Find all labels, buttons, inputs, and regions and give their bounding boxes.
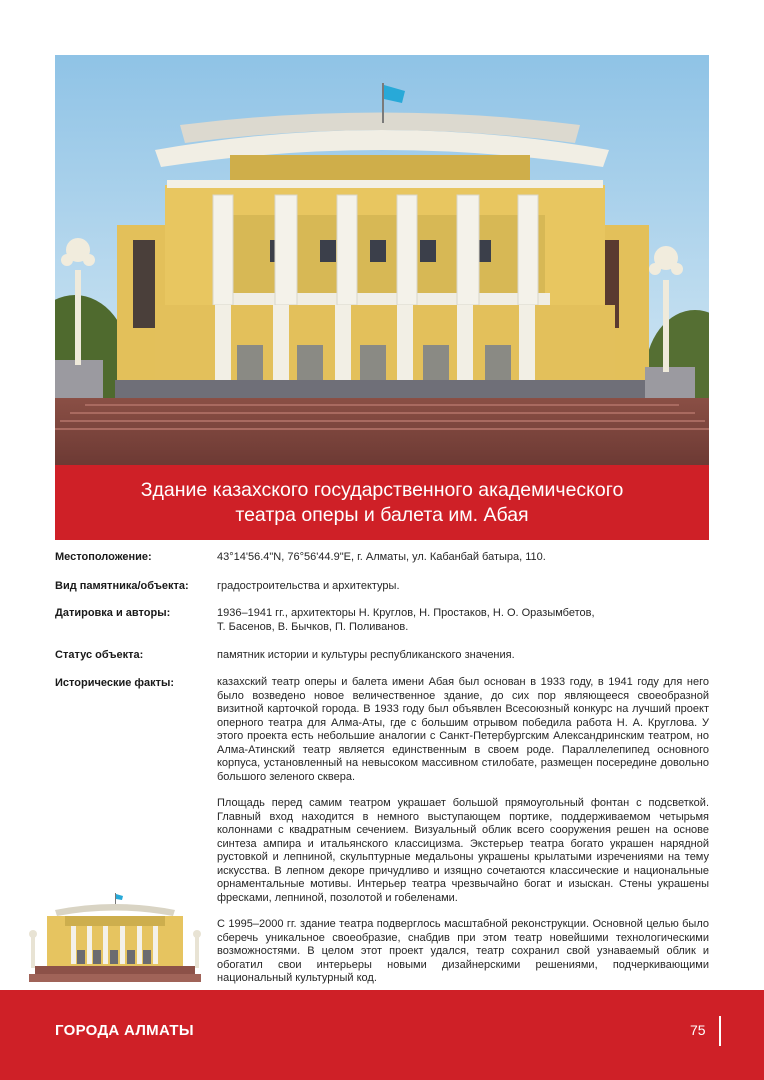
- status-label: Статус объекта:: [55, 649, 144, 661]
- history-label: Исторические факты:: [55, 677, 175, 689]
- history-paragraph-3: С 1995–2000 гг. здание театра подверглось масштабной реконструкции. Основной целью было сберечь уникальное своеобразие, снабдив при этом театр новейшими технологическими возможностями. В целом этот проект удался, театр сохранил свой узнаваемый облик и обогатил свои интерьеры новыми дизайнерскими решениями, подчеркивающими национальный культурный код.: [217, 918, 709, 984]
- theater-photo: [55, 55, 709, 465]
- page-title-line-1: Здание казахского государственного академического: [140, 478, 624, 501]
- dating-value: [217, 606, 709, 634]
- page-number: 75: [690, 1022, 706, 1038]
- dating-line-2: Т. Басенов, В. Бычков, П. Поливанов.: [217, 621, 409, 633]
- history-paragraph-1: казахский театр оперы и балета имени Абая был основан в 1933 году, в 1941 году для него было возведено новое величественное здание, до сих пор являющееся своеобразной визитной карточкой города. В 1933 году был объявлен Всесоюзный конкурс на лучший проект оперного театра для Алма-Аты, где с большим отрывом победила работа Н. А. Круглова. У этого проекта есть небольшие аналогии с Санкт-Петербургским Александринским театром, но Алма-Атинский театр является единственным в своем роде. Параллелепипед основного корпуса, установленный на невысоком массивном стилобате, размещен посередине довольно большого зеленого сквера.: [217, 676, 709, 783]
- page-title-line-2: театра оперы и балета им. Абая: [235, 503, 529, 526]
- history-paragraph-2: Площадь перед самим театром украшает большой прямоугольный фонтан с подсветкой. Главный вход находится в немного выступающем портике, поддерживаемом четырьмя колоннами с квадратным сечением. Визуальный облик всего сооружения решен на основе синтеза ампира и итальянского классицизма. Экстерьер театра богато украшен нарядной рустовкой и лепниной, скульптурные медальоны украшены крылатыми изречениями на тему искусства. В лепном декоре причудливо и изящно сочетаются классические и национальные орнаментальные мотивы. Интерьер театра чрезвычайно богат и изыскан. Стены украшены фресками, лепниной, позолотой и гобеленами.: [217, 797, 709, 904]
- location-value: 43°14'56.4"N, 76°56'44.9"E, г. Алматы, ул. Кабанбай батыра, 110.: [217, 551, 546, 563]
- footer-band: [0, 990, 764, 1080]
- dating-label: Датировка и авторы:: [55, 607, 171, 619]
- theater-thumbnail: [25, 888, 205, 986]
- title-banner: [55, 465, 709, 540]
- type-value: градостроительства и архитектуры.: [217, 580, 400, 592]
- status-value: памятник истории и культуры республиканского значения.: [217, 649, 515, 661]
- type-label: Вид памятника/объекта:: [55, 580, 189, 592]
- footer-section-name: ГОРОДА АЛМАТЫ: [55, 1022, 194, 1039]
- footer-divider: [719, 1016, 721, 1046]
- location-label: Местоположение:: [55, 551, 152, 563]
- history-text: [217, 676, 709, 986]
- dating-line-1: 1936–1941 гг., архитекторы Н. Круглов, Н. Простаков, Н. О. Оразымбетов,: [217, 607, 595, 619]
